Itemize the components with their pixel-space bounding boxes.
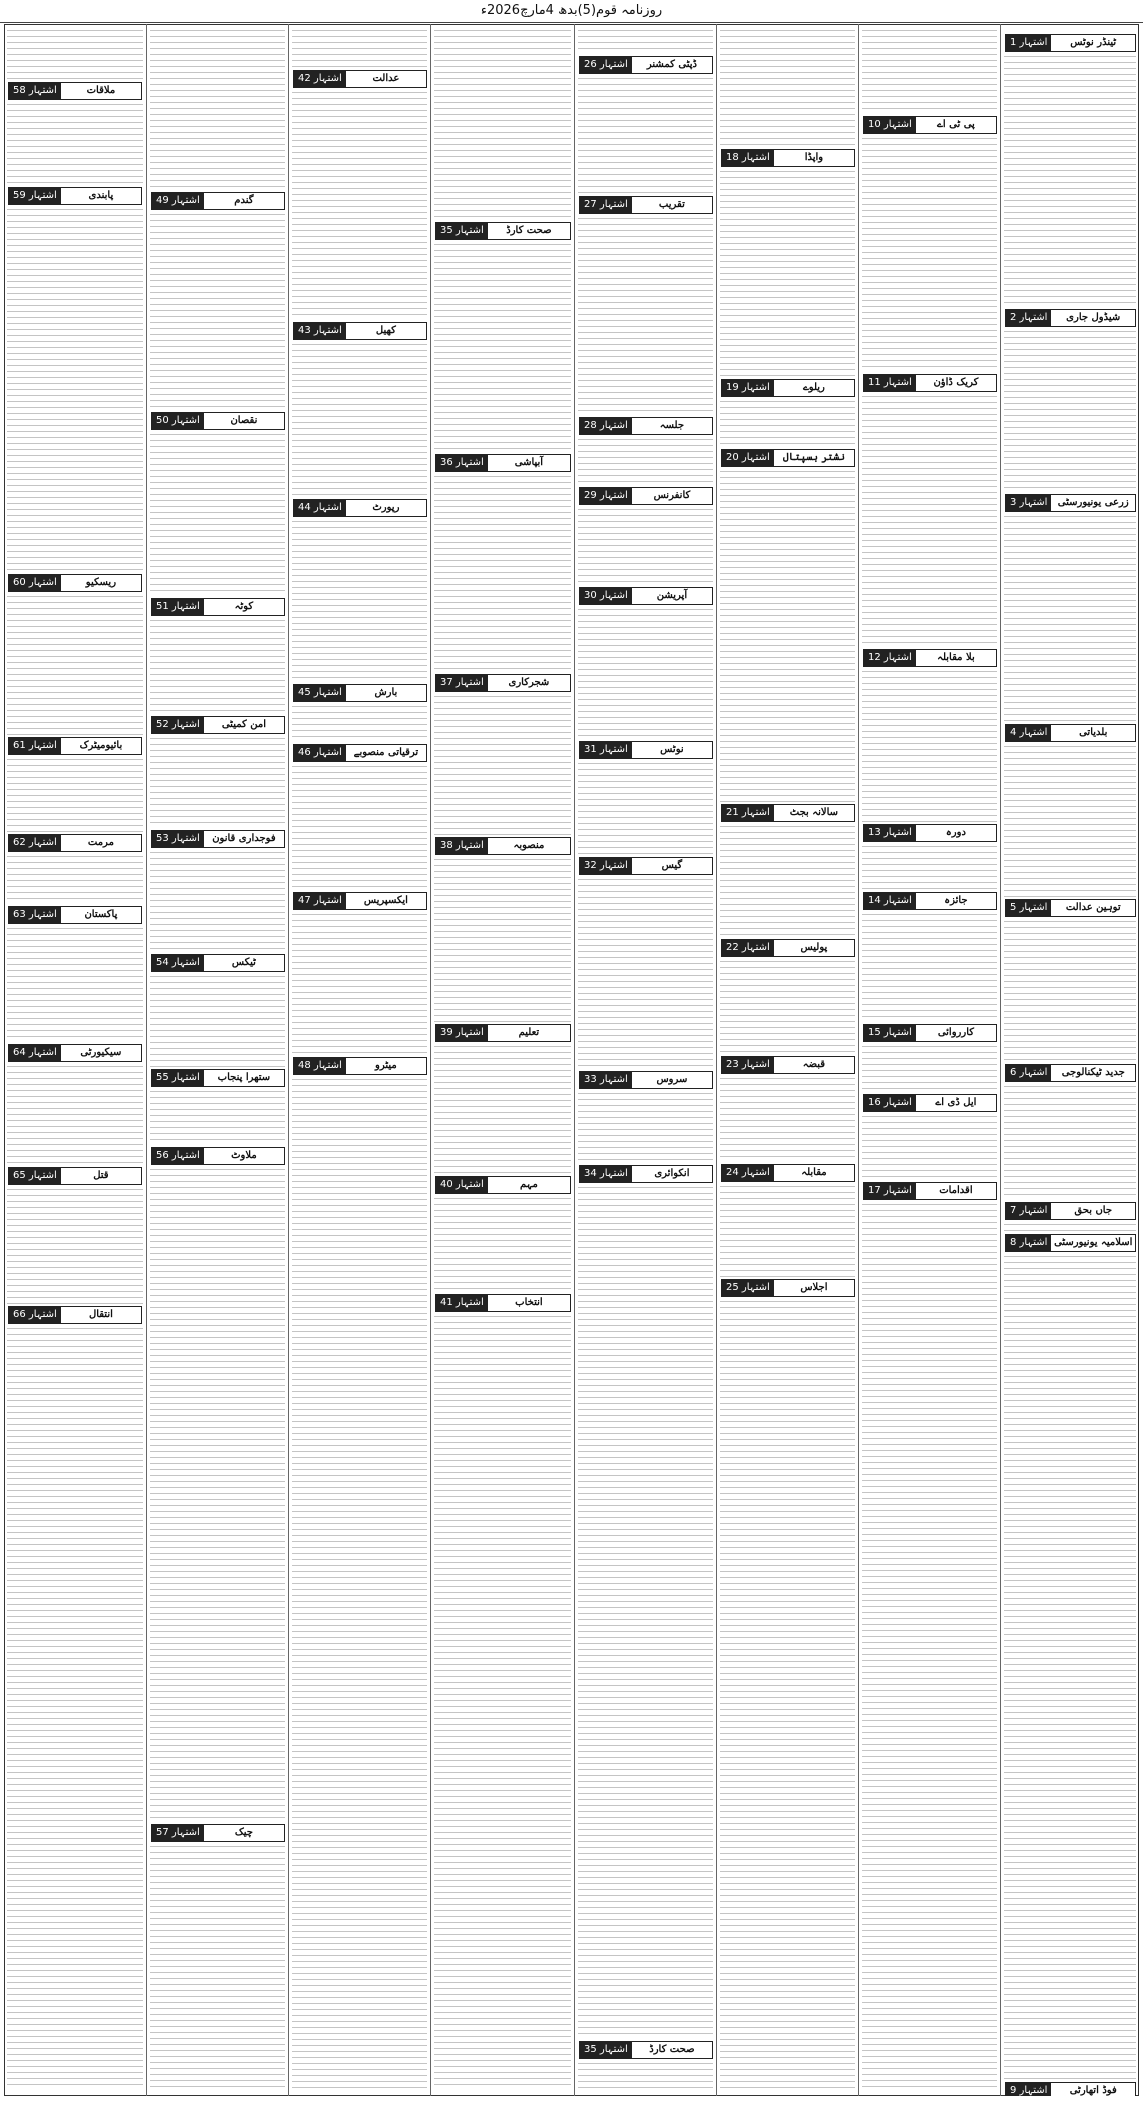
news-column-4 bbox=[574, 24, 716, 2096]
section-number: اشتہار 27 bbox=[580, 197, 632, 213]
article-text-block bbox=[1004, 56, 1136, 307]
section-label bbox=[579, 857, 713, 875]
news-column-7 bbox=[146, 24, 288, 2096]
section-number: اشتہار 19 bbox=[722, 380, 774, 396]
section-title: نشتر ہسپتال bbox=[782, 452, 845, 463]
section-title: جائزہ bbox=[944, 895, 968, 906]
article-text-block bbox=[1004, 1224, 1136, 1232]
section-label bbox=[1005, 724, 1136, 742]
news-column-8 bbox=[4, 24, 146, 2096]
section-number: اشتہار 47 bbox=[294, 893, 346, 909]
article-text-block bbox=[434, 476, 571, 672]
masthead-date-line: روزنامہ قوم(5)بدھ 4مارچ2026ء bbox=[0, 0, 1143, 23]
article-text-block bbox=[434, 244, 571, 452]
article-text-block bbox=[7, 1066, 143, 1165]
section-label bbox=[435, 222, 571, 240]
section-number: اشتہار 25 bbox=[722, 1280, 774, 1296]
section-title: ڈپٹی کمشنر bbox=[646, 59, 697, 70]
article-text-block bbox=[578, 609, 713, 739]
section-label bbox=[579, 196, 713, 214]
section-title: کریک ڈاؤن bbox=[933, 377, 979, 388]
section-label bbox=[8, 82, 142, 100]
section-number: اشتہار 39 bbox=[436, 1025, 488, 1041]
article-text-block bbox=[150, 1169, 285, 1822]
section-label bbox=[8, 574, 142, 592]
section-title: جدید ٹیکنالوجی bbox=[1061, 1067, 1125, 1078]
section-number: اشتہار 17 bbox=[864, 1183, 916, 1199]
section-number: اشتہار 56 bbox=[152, 1148, 204, 1164]
section-title: ترقیاتی منصوبے bbox=[353, 747, 419, 758]
section-label bbox=[1005, 34, 1136, 52]
section-number: اشتہار 13 bbox=[864, 825, 916, 841]
section-number: اشتہار 2 bbox=[1006, 310, 1051, 326]
section-number: اشتہار 38 bbox=[436, 838, 488, 854]
section-title: ایکسپریس bbox=[363, 895, 408, 906]
article-text-block bbox=[578, 509, 713, 585]
section-number: اشتہار 49 bbox=[152, 193, 204, 209]
section-title: جلسہ bbox=[659, 420, 685, 431]
section-title: بارش bbox=[374, 687, 398, 698]
section-number: اشتہار 64 bbox=[9, 1045, 61, 1061]
section-number: اشتہار 63 bbox=[9, 907, 61, 923]
section-title: کانفرنس bbox=[653, 490, 691, 501]
section-number: اشتہار 29 bbox=[580, 488, 632, 504]
section-number: اشتہار 52 bbox=[152, 717, 204, 733]
section-number: اشتہار 51 bbox=[152, 599, 204, 615]
article-text-block bbox=[150, 30, 285, 190]
section-label bbox=[863, 374, 997, 392]
section-label bbox=[435, 674, 571, 692]
section-title: بلدیاتی bbox=[1079, 727, 1108, 738]
section-number: اشتہار 20 bbox=[722, 450, 774, 466]
section-label bbox=[435, 454, 571, 472]
section-title: اجلاس bbox=[800, 1282, 828, 1293]
section-title: پی ٹی اے bbox=[936, 119, 975, 130]
section-number: اشتہار 35 bbox=[580, 2042, 632, 2058]
article-text-block bbox=[150, 738, 285, 828]
article-text-block bbox=[862, 30, 997, 114]
section-number: اشتہار 9 bbox=[1006, 2083, 1051, 2096]
section-title: مقابلہ bbox=[801, 1167, 827, 1178]
section-number: اشتہار 55 bbox=[152, 1070, 204, 1086]
section-number: اشتہار 4 bbox=[1006, 725, 1051, 741]
section-label bbox=[151, 1069, 285, 1087]
article-text-block bbox=[292, 914, 427, 1055]
section-number: اشتہار 12 bbox=[864, 650, 916, 666]
section-label bbox=[293, 499, 427, 517]
news-column-5 bbox=[430, 24, 574, 2096]
section-label bbox=[151, 954, 285, 972]
article-text-block bbox=[292, 30, 427, 68]
section-label bbox=[579, 587, 713, 605]
section-title: منصوبہ bbox=[513, 840, 545, 851]
section-number: اشتہار 1 bbox=[1006, 35, 1051, 51]
section-label bbox=[863, 1024, 997, 1042]
news-column-2 bbox=[858, 24, 1000, 2096]
section-title: شجرکاری bbox=[508, 677, 550, 688]
section-label bbox=[293, 892, 427, 910]
article-text-block bbox=[292, 1079, 427, 2090]
section-number: اشتہار 24 bbox=[722, 1165, 774, 1181]
section-number: اشتہار 14 bbox=[864, 893, 916, 909]
section-label bbox=[863, 824, 997, 842]
section-title: زرعی یونیورسٹی bbox=[1057, 497, 1129, 508]
section-label bbox=[293, 684, 427, 702]
section-number: اشتہار 32 bbox=[580, 858, 632, 874]
section-title: گندم bbox=[234, 195, 254, 206]
section-label bbox=[8, 834, 142, 852]
article-text-block bbox=[7, 856, 143, 904]
article-text-block bbox=[434, 859, 571, 1022]
section-number: اشتہار 40 bbox=[436, 1177, 488, 1193]
section-title: عدالت bbox=[372, 73, 400, 84]
article-text-block bbox=[1004, 746, 1136, 897]
article-text-block bbox=[862, 1116, 997, 1180]
article-text-block bbox=[7, 1189, 143, 1304]
article-text-block bbox=[720, 1078, 855, 1162]
section-label bbox=[293, 1057, 427, 1075]
section-title: سالانہ بجٹ bbox=[789, 807, 839, 818]
section-title: ریسکیو bbox=[85, 577, 117, 588]
article-text-block bbox=[7, 1328, 143, 2090]
section-label bbox=[721, 449, 855, 467]
section-title: اسلامیہ یونیورسٹی bbox=[1054, 1237, 1133, 1248]
article-text-block bbox=[720, 1186, 855, 1277]
section-number: اشتہار 26 bbox=[580, 57, 632, 73]
section-label bbox=[8, 1167, 142, 1185]
article-text-block bbox=[1004, 1256, 1136, 2080]
article-text-block bbox=[862, 138, 997, 372]
article-text-block bbox=[292, 521, 427, 682]
section-title: توہین عدالت bbox=[1065, 902, 1121, 913]
section-label bbox=[435, 1294, 571, 1312]
article-text-block bbox=[150, 1091, 285, 1145]
section-number: اشتہار 60 bbox=[9, 575, 61, 591]
section-number: اشتہار 66 bbox=[9, 1307, 61, 1323]
section-label bbox=[151, 716, 285, 734]
article-text-block bbox=[862, 396, 997, 647]
article-text-block bbox=[720, 826, 855, 937]
article-text-block bbox=[578, 879, 713, 1069]
section-title: آبپاشی bbox=[514, 457, 544, 468]
section-number: اشتہار 37 bbox=[436, 675, 488, 691]
article-text-block bbox=[434, 30, 571, 220]
section-title: ریلوے bbox=[802, 382, 825, 393]
article-text-block bbox=[7, 928, 143, 1042]
article-text-block bbox=[578, 439, 713, 485]
section-title: تقریب bbox=[658, 199, 685, 210]
section-number: اشتہار 18 bbox=[722, 150, 774, 166]
section-title: انتقال bbox=[88, 1309, 113, 1320]
section-label bbox=[435, 837, 571, 855]
article-text-block bbox=[292, 92, 427, 320]
section-number: اشتہار 3 bbox=[1006, 495, 1051, 511]
article-text-block bbox=[7, 30, 143, 80]
section-title: رپورٹ bbox=[372, 502, 400, 513]
section-label bbox=[579, 487, 713, 505]
section-label bbox=[435, 1024, 571, 1042]
article-text-block bbox=[720, 471, 855, 802]
section-title: سروس bbox=[656, 1074, 688, 1085]
section-label bbox=[1005, 494, 1136, 512]
article-text-block bbox=[150, 1846, 285, 2090]
section-number: اشتہار 31 bbox=[580, 742, 632, 758]
section-number: اشتہار 43 bbox=[294, 323, 346, 339]
section-label bbox=[579, 2041, 713, 2059]
section-label bbox=[721, 1279, 855, 1297]
section-label bbox=[863, 892, 997, 910]
section-label bbox=[863, 649, 997, 667]
section-label bbox=[8, 737, 142, 755]
section-title: کارروائی bbox=[937, 1027, 975, 1038]
section-label bbox=[1005, 1064, 1136, 1082]
article-text-block bbox=[720, 30, 855, 147]
section-title: کھیل bbox=[375, 325, 396, 336]
article-text-block bbox=[578, 78, 713, 194]
section-label bbox=[579, 1071, 713, 1089]
section-label bbox=[151, 412, 285, 430]
article-text-block bbox=[862, 914, 997, 1022]
section-title: نقصان bbox=[230, 415, 258, 426]
section-label bbox=[721, 149, 855, 167]
section-number: اشتہار 22 bbox=[722, 940, 774, 956]
section-label bbox=[151, 1824, 285, 1842]
section-title: بلا مقابلہ bbox=[937, 652, 975, 663]
article-text-block bbox=[720, 171, 855, 377]
article-text-block bbox=[150, 434, 285, 596]
article-text-block bbox=[7, 209, 143, 572]
section-title: ایل ڈی اے bbox=[935, 1097, 977, 1108]
article-text-block bbox=[578, 1187, 713, 2039]
news-column-3 bbox=[716, 24, 858, 2096]
section-number: اشتہار 46 bbox=[294, 745, 346, 761]
section-title: ملاوٹ bbox=[231, 1150, 257, 1161]
section-title: ٹینڈر نوٹس bbox=[1070, 37, 1117, 48]
section-title: شیڈول جاری bbox=[1066, 312, 1121, 323]
section-title: اقدامات bbox=[939, 1185, 973, 1196]
article-text-block bbox=[7, 759, 143, 832]
section-label bbox=[151, 192, 285, 210]
article-text-block bbox=[150, 852, 285, 952]
section-title: صحت کارڈ bbox=[506, 225, 552, 236]
section-number: اشتہار 8 bbox=[1006, 1235, 1051, 1251]
article-text-block bbox=[578, 218, 713, 415]
section-title: میٹرو bbox=[375, 1060, 397, 1071]
section-title: سیکیورٹی bbox=[80, 1047, 122, 1058]
section-title: امن کمیٹی bbox=[221, 719, 266, 730]
article-text-block bbox=[434, 696, 571, 835]
section-title: نوٹس bbox=[660, 744, 684, 755]
section-title: تعلیم bbox=[518, 1027, 540, 1038]
section-title: ٹیکس bbox=[231, 957, 256, 968]
section-number: اشتہار 57 bbox=[152, 1825, 204, 1841]
article-text-block bbox=[434, 1316, 571, 2090]
article-text-block bbox=[720, 401, 855, 447]
article-text-block bbox=[862, 671, 997, 822]
section-number: اشتہار 11 bbox=[864, 375, 916, 391]
article-text-block bbox=[150, 620, 285, 714]
section-title: جاں بحق bbox=[1074, 1205, 1113, 1216]
section-number: اشتہار 59 bbox=[9, 188, 61, 204]
section-label bbox=[151, 830, 285, 848]
section-label bbox=[863, 116, 997, 134]
section-title: گیس bbox=[661, 860, 683, 871]
article-text-block bbox=[150, 976, 285, 1067]
section-label bbox=[579, 417, 713, 435]
section-number: اشتہار 34 bbox=[580, 1166, 632, 1182]
section-label bbox=[1005, 309, 1136, 327]
section-number: اشتہار 5 bbox=[1006, 900, 1051, 916]
section-label bbox=[1005, 1234, 1136, 1252]
section-number: اشتہار 48 bbox=[294, 1058, 346, 1074]
section-number: اشتہار 65 bbox=[9, 1168, 61, 1184]
article-text-block bbox=[578, 30, 713, 54]
section-label bbox=[579, 741, 713, 759]
section-title: انکوائری bbox=[654, 1168, 690, 1179]
section-label bbox=[721, 939, 855, 957]
section-title: فوجداری قانون bbox=[212, 833, 276, 844]
section-label bbox=[1005, 2082, 1136, 2096]
section-label bbox=[863, 1094, 997, 1112]
article-text-block bbox=[292, 344, 427, 497]
section-number: اشتہار 58 bbox=[9, 83, 61, 99]
section-label bbox=[1005, 1202, 1136, 1220]
section-title: آپریشن bbox=[656, 590, 688, 601]
section-title: فوڈ اتھارٹی bbox=[1069, 2085, 1117, 2096]
article-text-block bbox=[720, 961, 855, 1054]
section-title: بائیومیٹرک bbox=[79, 740, 123, 751]
article-text-block bbox=[1004, 516, 1136, 722]
section-title: صحت کارڈ bbox=[649, 2044, 695, 2055]
section-number: اشتہار 62 bbox=[9, 835, 61, 851]
article-text-block bbox=[434, 1046, 571, 1174]
section-number: اشتہار 30 bbox=[580, 588, 632, 604]
section-number: اشتہار 44 bbox=[294, 500, 346, 516]
section-label bbox=[8, 906, 142, 924]
section-label bbox=[435, 1176, 571, 1194]
article-text-block bbox=[1004, 921, 1136, 1062]
article-text-block bbox=[578, 763, 713, 855]
article-text-block bbox=[150, 214, 285, 410]
article-text-block bbox=[578, 2063, 713, 2090]
article-text-block bbox=[7, 596, 143, 735]
news-column-6 bbox=[288, 24, 430, 2096]
section-label bbox=[8, 187, 142, 205]
article-text-block bbox=[862, 1204, 997, 2090]
section-label bbox=[293, 744, 427, 762]
section-title: واپڈا bbox=[804, 152, 824, 163]
section-number: اشتہار 28 bbox=[580, 418, 632, 434]
section-number: اشتہار 42 bbox=[294, 71, 346, 87]
section-number: اشتہار 33 bbox=[580, 1072, 632, 1088]
section-label bbox=[721, 804, 855, 822]
article-text-block bbox=[1004, 331, 1136, 492]
section-label bbox=[863, 1182, 997, 1200]
section-number: اشتہار 6 bbox=[1006, 1065, 1051, 1081]
section-label bbox=[8, 1044, 142, 1062]
section-title: پابندی bbox=[88, 190, 114, 201]
section-title: مہم bbox=[519, 1179, 538, 1190]
section-label bbox=[721, 379, 855, 397]
article-text-block bbox=[7, 104, 143, 185]
section-label bbox=[151, 598, 285, 616]
section-title: کوٹہ bbox=[234, 601, 254, 612]
article-text-block bbox=[292, 766, 427, 890]
section-title: قتل bbox=[93, 1170, 109, 1181]
section-number: اشتہار 7 bbox=[1006, 1203, 1051, 1219]
article-text-block bbox=[578, 1093, 713, 1163]
article-text-block bbox=[434, 1198, 571, 1292]
section-label bbox=[721, 1164, 855, 1182]
section-number: اشتہار 54 bbox=[152, 955, 204, 971]
section-title: مرمت bbox=[87, 837, 114, 848]
section-title: ستھرا پنجاب bbox=[217, 1072, 271, 1083]
section-title: پولیس bbox=[800, 942, 828, 953]
section-label bbox=[8, 1306, 142, 1324]
section-label bbox=[721, 1056, 855, 1074]
section-number: اشتہار 16 bbox=[864, 1095, 916, 1111]
section-number: اشتہار 21 bbox=[722, 805, 774, 821]
section-number: اشتہار 35 bbox=[436, 223, 488, 239]
section-label bbox=[1005, 899, 1136, 917]
section-number: اشتہار 23 bbox=[722, 1057, 774, 1073]
section-number: اشتہار 41 bbox=[436, 1295, 488, 1311]
section-number: اشتہار 15 bbox=[864, 1025, 916, 1041]
section-number: اشتہار 53 bbox=[152, 831, 204, 847]
section-title: انتخاب bbox=[515, 1297, 543, 1308]
news-column-1 bbox=[1000, 24, 1139, 2096]
section-label bbox=[579, 56, 713, 74]
section-number: اشتہار 45 bbox=[294, 685, 346, 701]
section-title: چیک bbox=[234, 1827, 253, 1838]
section-number: اشتہار 50 bbox=[152, 413, 204, 429]
section-label bbox=[151, 1147, 285, 1165]
section-title: دورہ bbox=[945, 827, 966, 838]
article-text-block bbox=[292, 706, 427, 742]
section-number: اشتہار 61 bbox=[9, 738, 61, 754]
article-text-block bbox=[720, 1301, 855, 2090]
section-number: اشتہار 36 bbox=[436, 455, 488, 471]
article-text-block bbox=[862, 846, 997, 890]
section-label bbox=[293, 70, 427, 88]
section-label bbox=[293, 322, 427, 340]
article-text-block bbox=[862, 1046, 997, 1092]
section-label bbox=[579, 1165, 713, 1183]
article-text-block bbox=[1004, 1086, 1136, 1200]
section-title: قبضہ bbox=[802, 1059, 826, 1070]
section-number: اشتہار 10 bbox=[864, 117, 916, 133]
section-title: ملاقات bbox=[86, 85, 116, 96]
section-title: پاکستان bbox=[84, 909, 118, 920]
